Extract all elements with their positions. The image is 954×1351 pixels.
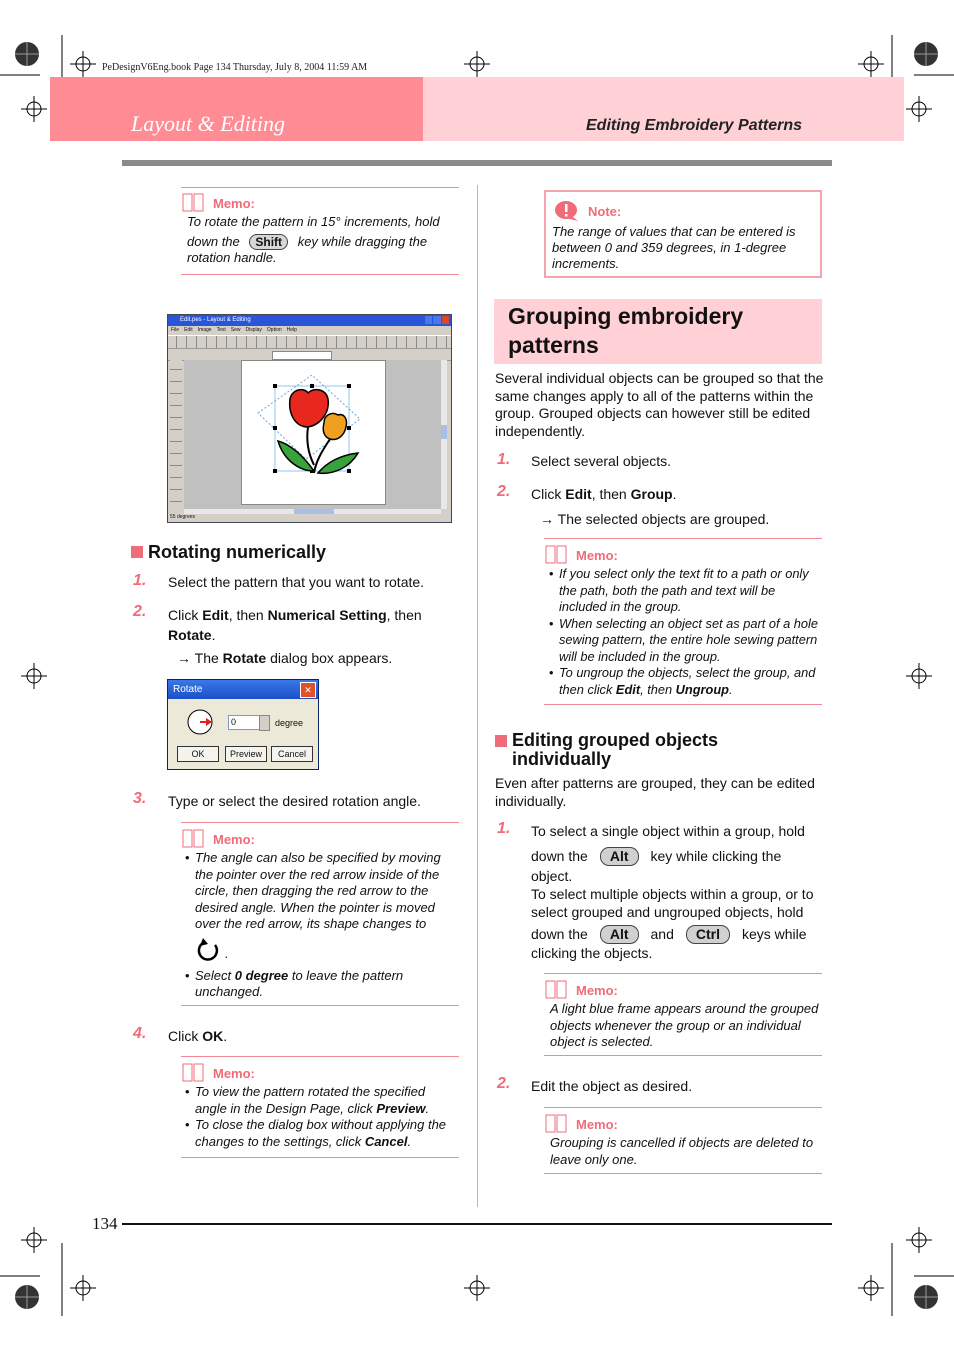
step-number: 1. bbox=[133, 572, 147, 589]
step-number: 4. bbox=[133, 1025, 147, 1042]
memo-bullet: • The angle can also be specified by moving the pointer over the red arrow inside of the circle, then dragging the red arrow to the desired angle. When the pointer is moved over the red arrow, its shape changes to bbox=[185, 850, 459, 933]
step-text: Click Edit, then Group. bbox=[531, 486, 677, 502]
tulip-pattern bbox=[242, 361, 385, 504]
step-text: To select a single object within a group, hold bbox=[531, 823, 805, 839]
menu-help[interactable]: Help bbox=[286, 327, 297, 333]
app-toolbar bbox=[168, 335, 451, 349]
app-screenshot bbox=[167, 314, 452, 523]
memo-text: To rotate the pattern in 15° increments, hold bbox=[187, 214, 440, 229]
menu-option[interactable]: Option bbox=[266, 327, 282, 333]
step-text: Click Edit, then Numerical Setting, then Rotate. bbox=[168, 607, 422, 643]
memo-text: rotation handle. bbox=[187, 250, 277, 265]
step-text: Select the pattern that you want to rotate. bbox=[168, 574, 425, 590]
step-number: 1. bbox=[497, 451, 511, 468]
angle-unit: degree bbox=[275, 718, 304, 728]
memo-label: Memo: bbox=[576, 1116, 618, 1132]
angle-circle-icon[interactable] bbox=[185, 707, 215, 737]
grouping-intro: Several individual objects can be grouped so that the same changes apply to all of the patterns within the group. Grouped objects can however still be edited independently. bbox=[495, 370, 824, 439]
step-text: Click OK. bbox=[168, 1028, 228, 1044]
note-label: Note: bbox=[588, 203, 622, 219]
book-icon bbox=[544, 545, 568, 565]
design-area bbox=[184, 360, 441, 509]
memo-bullet: • To close the dialog box without applying the changes to the settings, click Cancel. bbox=[185, 1117, 459, 1150]
dialog-titlebar bbox=[168, 680, 318, 699]
book-icon bbox=[181, 1063, 205, 1083]
preview-button[interactable]: Preview bbox=[225, 746, 267, 762]
grouping-title-band bbox=[494, 299, 822, 364]
book-icon bbox=[544, 980, 568, 1000]
memo-bullet: • Select 0 degree to leave the pattern unchanged. bbox=[185, 968, 459, 1001]
rotate-dialog bbox=[167, 679, 319, 770]
step-result: → The Rotate dialog box appears. bbox=[177, 650, 393, 666]
rotating-heading: Rotating numerically bbox=[131, 542, 326, 563]
book-icon bbox=[544, 1114, 568, 1134]
menu-text[interactable]: Text bbox=[216, 327, 226, 333]
horizontal-scrollbar[interactable] bbox=[184, 509, 441, 514]
status-bar: 55 degrees bbox=[170, 514, 196, 520]
step-text: Edit the object as desired. bbox=[531, 1078, 693, 1094]
app-menubar bbox=[168, 326, 451, 335]
print-info: PeDesignV6Eng.book Page 134 Thursday, July 8, 2004 11:59 AM bbox=[102, 62, 368, 73]
dialog-title: Rotate bbox=[173, 684, 203, 695]
close-icon[interactable]: ✕ bbox=[300, 682, 316, 698]
step-text: clicking the objects. bbox=[531, 945, 653, 961]
step-text: down the Alt key while clicking the bbox=[531, 848, 782, 864]
book-icon bbox=[181, 193, 205, 213]
bottom-rule bbox=[122, 1223, 832, 1225]
step-text: To select multiple objects within a group, or to select grouped and ungrouped objects, hold bbox=[531, 886, 814, 920]
memo-label: Memo: bbox=[213, 195, 255, 211]
step-result: → The selected objects are grouped. bbox=[540, 511, 770, 527]
memo-box bbox=[544, 973, 822, 1056]
step-number: 2. bbox=[497, 483, 511, 500]
angle-input[interactable]: 0 bbox=[228, 715, 260, 730]
step-text: down the Alt and Ctrl keys while bbox=[531, 926, 807, 942]
shift-key: Shift bbox=[249, 234, 288, 250]
warning-icon bbox=[554, 200, 580, 222]
book-icon bbox=[181, 829, 205, 849]
memo-label: Memo: bbox=[576, 547, 618, 563]
step-number: 2. bbox=[133, 603, 147, 620]
memo-box bbox=[544, 1107, 822, 1174]
ok-button[interactable]: OK bbox=[177, 746, 219, 762]
step-text: object. bbox=[531, 868, 573, 884]
memo-text: . bbox=[225, 946, 229, 961]
rotate-cursor-icon bbox=[195, 937, 221, 963]
column-divider bbox=[477, 185, 478, 1207]
memo-box bbox=[181, 822, 459, 1006]
app-titlebar bbox=[168, 315, 451, 326]
memo-text: down the bbox=[187, 233, 240, 249]
step-text: Type or select the desired rotation angle. bbox=[168, 793, 421, 809]
note-box bbox=[544, 190, 822, 278]
note-text: The range of values that can be entered is between 0 and 359 degrees, in 1-degree increments. bbox=[552, 224, 796, 271]
ctrl-key: Ctrl bbox=[686, 925, 730, 944]
app-title: Edit.pes - Layout & Editing bbox=[180, 317, 251, 323]
alt-key: Alt bbox=[600, 925, 639, 944]
menu-file[interactable]: File bbox=[171, 327, 180, 333]
memo-bullet: • To ungroup the objects, select the group, and then click Edit, then Ungroup. bbox=[549, 665, 822, 698]
menu-image[interactable]: Image bbox=[197, 327, 212, 333]
step-number: 3. bbox=[133, 790, 147, 807]
editing-heading: Editing grouped objects individually bbox=[495, 731, 815, 769]
step-text: Select several objects. bbox=[531, 453, 672, 469]
memo-box bbox=[181, 187, 459, 275]
editing-intro: Even after patterns are grouped, they can be edited individually. bbox=[495, 775, 815, 809]
menu-edit[interactable]: Edit bbox=[184, 327, 193, 333]
alt-key: Alt bbox=[600, 847, 639, 866]
page-number: 134 bbox=[92, 1214, 118, 1233]
memo-bullet: • When selecting an object set as part of a hole sewing pattern, the entire hole sewing pattern will be included in the group. bbox=[549, 616, 822, 666]
angle-spinner[interactable] bbox=[259, 715, 270, 731]
memo-label: Memo: bbox=[576, 982, 618, 998]
menu-sew[interactable]: Sew bbox=[230, 327, 241, 333]
grouping-title: Grouping embroidery patterns bbox=[508, 303, 744, 358]
menu-display[interactable]: Display bbox=[245, 327, 262, 333]
memo-bullet: • If you select only the text fit to a path or only the path, both the path and text will be included in the group. bbox=[549, 566, 822, 616]
cancel-button[interactable]: Cancel bbox=[271, 746, 313, 762]
tool-palette bbox=[170, 360, 182, 508]
chapter-title: Layout & Editing bbox=[131, 111, 285, 136]
top-rule bbox=[122, 160, 832, 166]
memo-label: Memo: bbox=[213, 1065, 255, 1081]
design-page bbox=[241, 360, 386, 505]
vertical-scrollbar[interactable] bbox=[441, 360, 447, 509]
section-header: Editing Embroidery Patterns bbox=[586, 117, 803, 134]
step-number: 2. bbox=[497, 1075, 511, 1092]
step-number: 1. bbox=[497, 820, 511, 837]
memo-text: key while dragging the bbox=[297, 233, 428, 249]
memo-box bbox=[544, 538, 822, 705]
memo-box bbox=[181, 1056, 459, 1158]
memo-text: Grouping is cancelled if objects are deleted to leave only one. bbox=[550, 1135, 814, 1167]
memo-bullet: • To view the pattern rotated the specified angle in the Design Page, click Preview. bbox=[185, 1084, 459, 1117]
memo-text: A light blue frame appears around the grouped objects whenever the group or an individual object is selected. bbox=[550, 1001, 819, 1049]
memo-label: Memo: bbox=[213, 831, 255, 847]
